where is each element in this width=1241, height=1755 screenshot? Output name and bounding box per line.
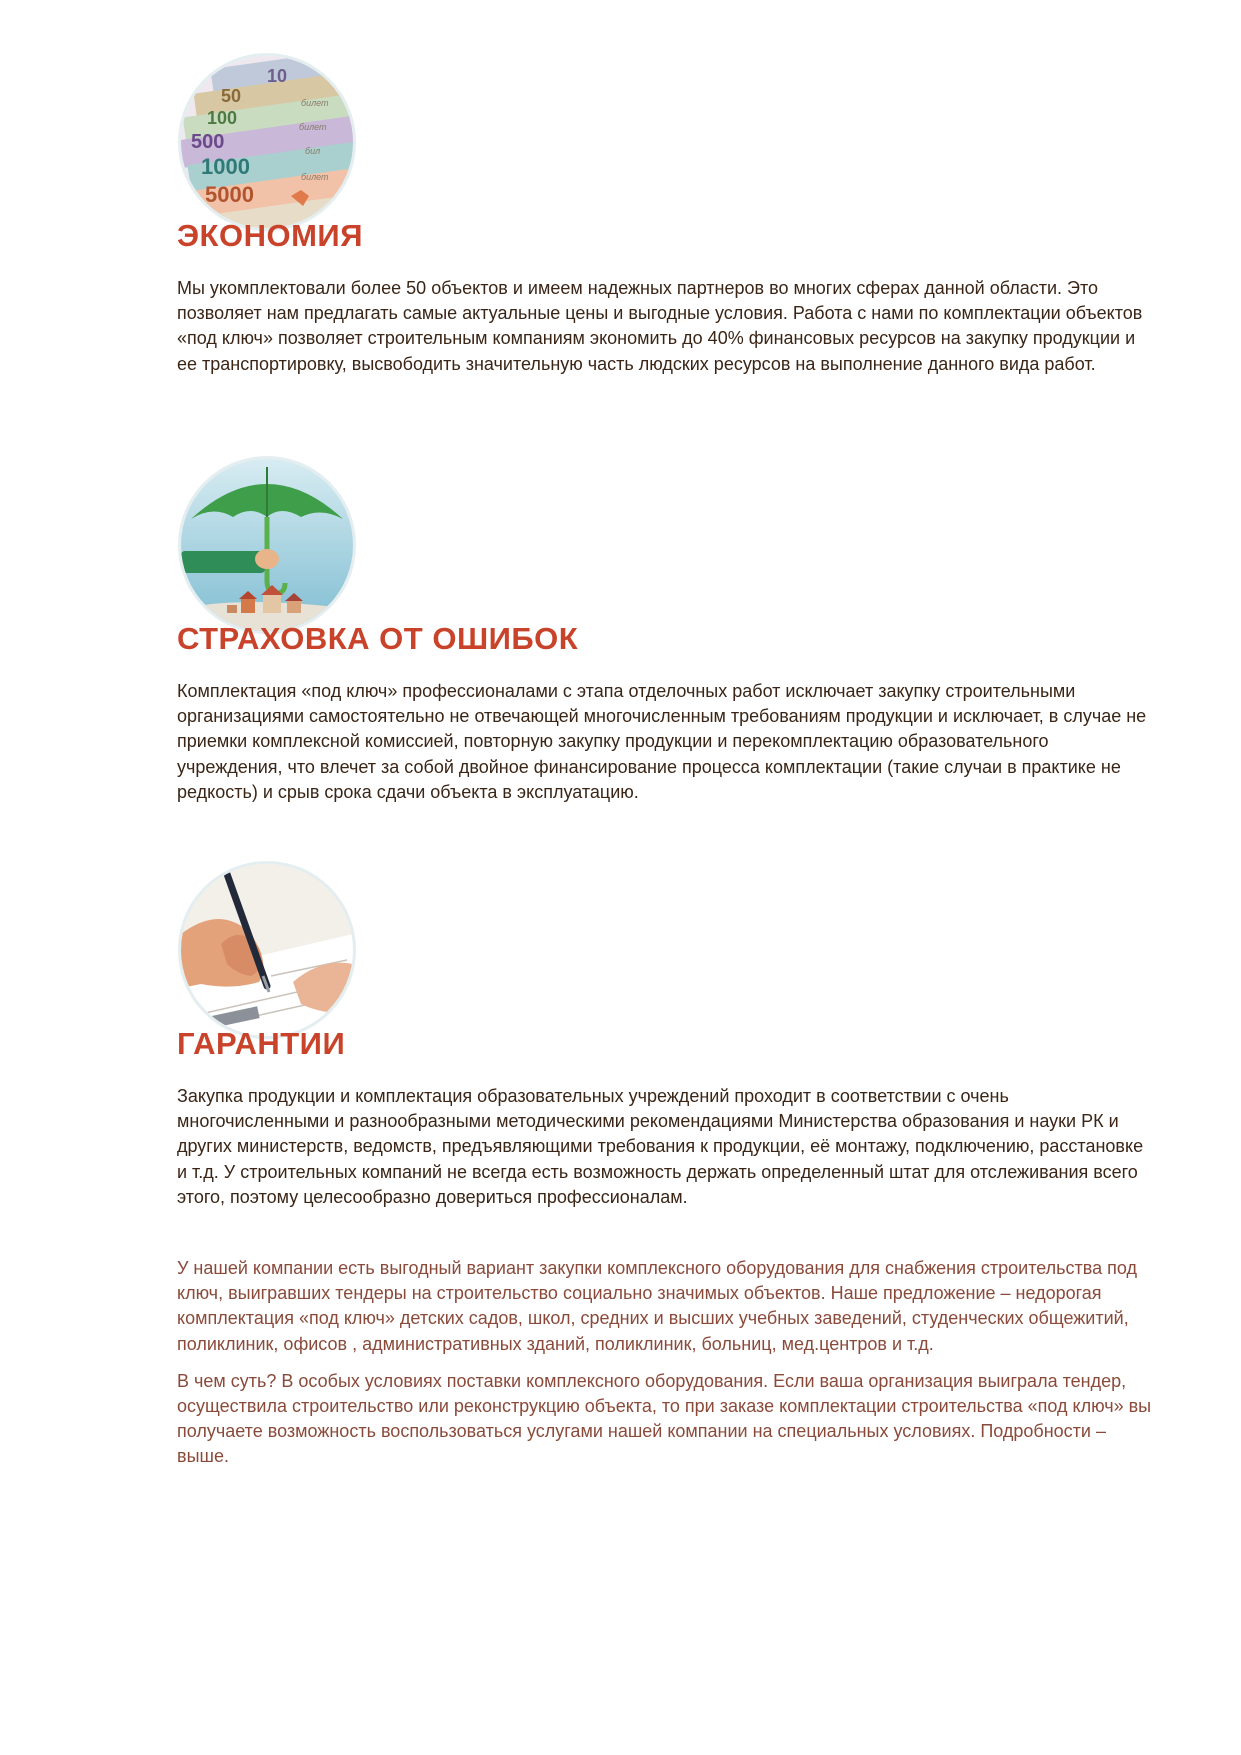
- section-heading: ЭКОНОМИЯ: [177, 218, 363, 253]
- section-insurance: [177, 459, 1157, 805]
- pen-signing-document-icon: [181, 864, 353, 1036]
- svg-text:бил: бил: [305, 146, 321, 156]
- banknote-value: 1000: [201, 154, 250, 179]
- money-banknotes-icon: [181, 56, 353, 228]
- section-heading: СТРАХОВКА ОТ ОШИБОК: [177, 621, 579, 656]
- section-paragraph: Закупка продукции и комплектация образовательных учреждений проходит в соответствии с очень многочисленными и разнообразными методическими рекомендациями Министерства образования и науки РК и других министерств, ведомств, предъявляющими требования к продукции, её монтажу, подключению, расстановке и т.д. У строительных компаний не всегда есть возможность держать определенный штат для отслеживания всего этого, поэтому целесообразно довериться профессионалам.: [177, 1086, 1144, 1207]
- offer-paragraph: В чем суть? В особых условиях поставки комплексного оборудования. Если ваша организация выиграла тендер, осуществила строительство или реконструкцию объекта, то при заказе комплектации строительства «под ключ» вы получаете возможность воспользоваться услугами нашей компании на специальных условиях. Подробности – выше.: [177, 1370, 1152, 1467]
- banknote-value: 500: [191, 131, 225, 153]
- section-economy: [177, 56, 1157, 377]
- banknote-value: 5000: [205, 182, 254, 207]
- offer-section: [177, 1256, 1157, 1470]
- banknote-value: 100: [207, 108, 238, 128]
- section-heading: ГАРАНТИИ: [177, 1026, 346, 1061]
- section-guarantees: [177, 864, 1157, 1210]
- section-paragraph: Мы укомплектовали более 50 объектов и имеем надежных партнеров во многих сферах данной области. Это позволяет нам предлагать самые актуальные цены и выгодные условия. Работа с нами по комплектации объектов «под ключ» позволяет строительным компаниям экономить до 40% финансовых ресурсов на закупку продукции и ее транспортировку, высвободить значительную часть людских ресурсов на выполнение данного вида работ.: [177, 278, 1143, 374]
- banknote-value: 50: [221, 86, 242, 106]
- svg-text:билет: билет: [301, 172, 329, 182]
- offer-paragraph: У нашей компании есть выгодный вариант закупки комплексного оборудования для снабжения строительства под ключ, выигравших тендеры на строительство социально значимых объектов. Наше предложение – недорогая комплектация «под ключ» детских садов, школ, средних и высших учебных заведений, студенческих общежитий, поликлиник, офисов , административных зданий, поликлиник, больниц, мед.центров и т.д.: [177, 1258, 1138, 1354]
- banknote-value: 10: [267, 66, 288, 86]
- umbrella-insurance-icon: [181, 459, 353, 631]
- section-paragraph: Комплектация «под ключ» профессионалами с этапа отделочных работ исключает закупку строительными организациями самостоятельно не отвечающей многочисленным требованиям продукции и исключает, в случае не приемки комплексной комиссией, повторную закупку продукции и перекомплектацию образовательного учреждения, что влечет за собой двойное финансирование процесса комплектации (такие случаи в практике не редкость) и срыв срока сдачи объекта в эксплуатацию.: [177, 681, 1147, 802]
- svg-text:билет: билет: [301, 98, 329, 108]
- svg-text:билет: билет: [299, 122, 327, 132]
